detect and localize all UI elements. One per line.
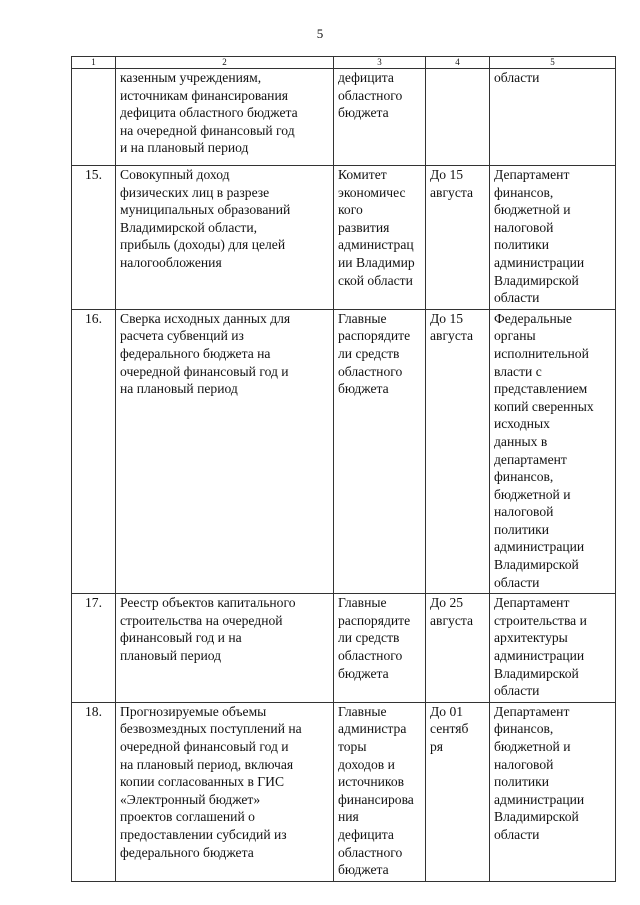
row-name: Реестр объектов капитального строительства на очередной финансовый год и на плановый период (116, 594, 334, 703)
row-source: Главные администра торы доходов и источников финансирова ния дефицита областного бюджета (334, 702, 426, 881)
table-row (72, 702, 616, 881)
row-number: 17. (72, 594, 116, 703)
row-name: Сверка исходных данных для расчета субвенций из федерального бюджета на очередной финансовый год и на плановый период (116, 309, 334, 594)
column-header: 4 (426, 57, 490, 69)
row-recipient: Департамент финансов, бюджетной и налоговой политики администрации Владимирской области (490, 166, 616, 310)
table-row (72, 594, 616, 703)
row-recipient: Федеральные органы исполнительной власти с представлением копий сверенных исходных данных в департамент финансов, бюджетной и налоговой политики администрации Владимирской области (490, 309, 616, 594)
row-number (72, 69, 116, 166)
row-number: 18. (72, 702, 116, 881)
row-source: Главные распорядите ли средств областного бюджета (334, 309, 426, 594)
row-name: Прогнозируемые объемы безвозмездных поступлений на очередной финансовый год и на плановый период, включая копии согласованных в ГИС «Электронный бюджет» проектов соглашений о предоставлении субсидий из федерального бюджета (116, 702, 334, 881)
row-recipient: области (490, 69, 616, 166)
row-name: казенным учреждениям, источникам финансирования дефицита областного бюджета на очередной финансовый год и на плановый период (116, 69, 334, 166)
page-number: 5 (316, 26, 324, 41)
row-deadline: До 25 августа (426, 594, 490, 703)
row-number: 16. (72, 309, 116, 594)
table-header-row (72, 57, 616, 69)
row-deadline: До 01 сентяб ря (426, 702, 490, 881)
row-deadline (426, 69, 490, 166)
row-source: Комитет экономичес кого развития администрац ии Владимир ской области (334, 166, 426, 310)
column-header: 2 (116, 57, 334, 69)
table-row (72, 166, 616, 310)
row-name: Совокупный доход физических лиц в разрезе муниципальных образований Владимирской области, прибыль (доходы) для целей налогообложения (116, 166, 334, 310)
row-recipient: Департамент строительства и архитектуры администрации Владимирской области (490, 594, 616, 703)
column-header: 1 (72, 57, 116, 69)
row-recipient: Департамент финансов, бюджетной и налоговой политики администрации Владимирской области (490, 702, 616, 881)
row-number: 15. (72, 166, 116, 310)
row-source: дефицита областного бюджета (334, 69, 426, 166)
row-deadline: До 15 августа (426, 166, 490, 310)
row-deadline: До 15 августа (426, 309, 490, 594)
column-header: 3 (334, 57, 426, 69)
row-source: Главные распорядите ли средств областного бюджета (334, 594, 426, 703)
column-header: 5 (490, 57, 616, 69)
table-row (72, 69, 616, 166)
table-row (72, 309, 616, 594)
data-table (71, 56, 616, 882)
